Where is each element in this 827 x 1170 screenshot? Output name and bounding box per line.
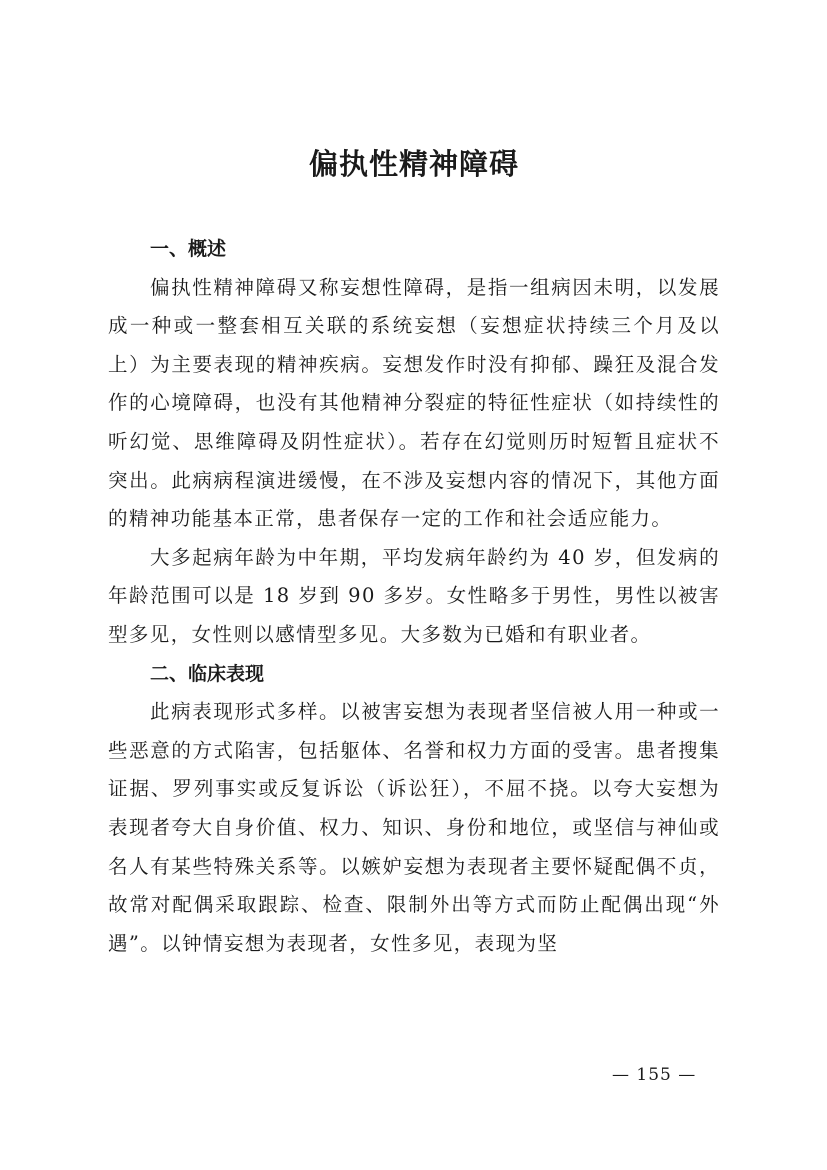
paragraph-overview-definition: 偏执性精神障碍又称妄想性障碍，是指一组病因未明，以发展成一种或一整套相互关联的系统妄想（妄想症状持续三个月及以上）为主要表现的精神疾病。妄想发作时没有抑郁、躁狂及混合发作的心境障碍，也没有其他精神分裂症的特征性症状（如持续性的听幻觉、思维障碍及阴性症状）。若存在幻觉则历时短暂且症状不突出。此病病程演进缓慢，在不涉及妄想内容的情况下，其他方面的精神功能基本正常，患者保存一定的工作和社会适应能力。 bbox=[108, 275, 720, 531]
section-heading-clinical: 二、临床表现 bbox=[150, 662, 265, 685]
document-body bbox=[108, 230, 720, 963]
paragraph-clinical-manifestations: 此病表现形式多样。以被害妄想为表现者坚信被人用一种或一些恶意的方式陷害，包括躯体、名誉和权力方面的受害。患者搜集证据、罗列事实或反复诉讼（诉讼狂），不屈不挠。以夸大妄想为表现者夸大自身价值、权力、知识、身份和地位，或坚信与神仙或名人有某些特殊关系等。以嫉妒妄想为表现者主要怀疑配偶不贞，故常对配偶采取跟踪、检查、限制外出等方式而防止配偶出现“外遇”。以钟情妄想为表现者，女性多见，表现为坚 bbox=[108, 700, 720, 955]
document-page bbox=[108, 0, 720, 1170]
page-title: 偏执性精神障碍 bbox=[308, 147, 519, 181]
section-heading-overview: 一、概述 bbox=[150, 238, 227, 260]
page-number: — 155 — bbox=[612, 1065, 697, 1085]
paragraph-overview-epidemiology: 大多起病年龄为中年期，平均发病年龄约为 40 岁，但发病的年龄范围可以是 18 岁到 90 多岁。女性略多于男性，男性以被害型多见，女性则以感情型多见。大多数为已婚和有职业者。 bbox=[108, 545, 720, 646]
